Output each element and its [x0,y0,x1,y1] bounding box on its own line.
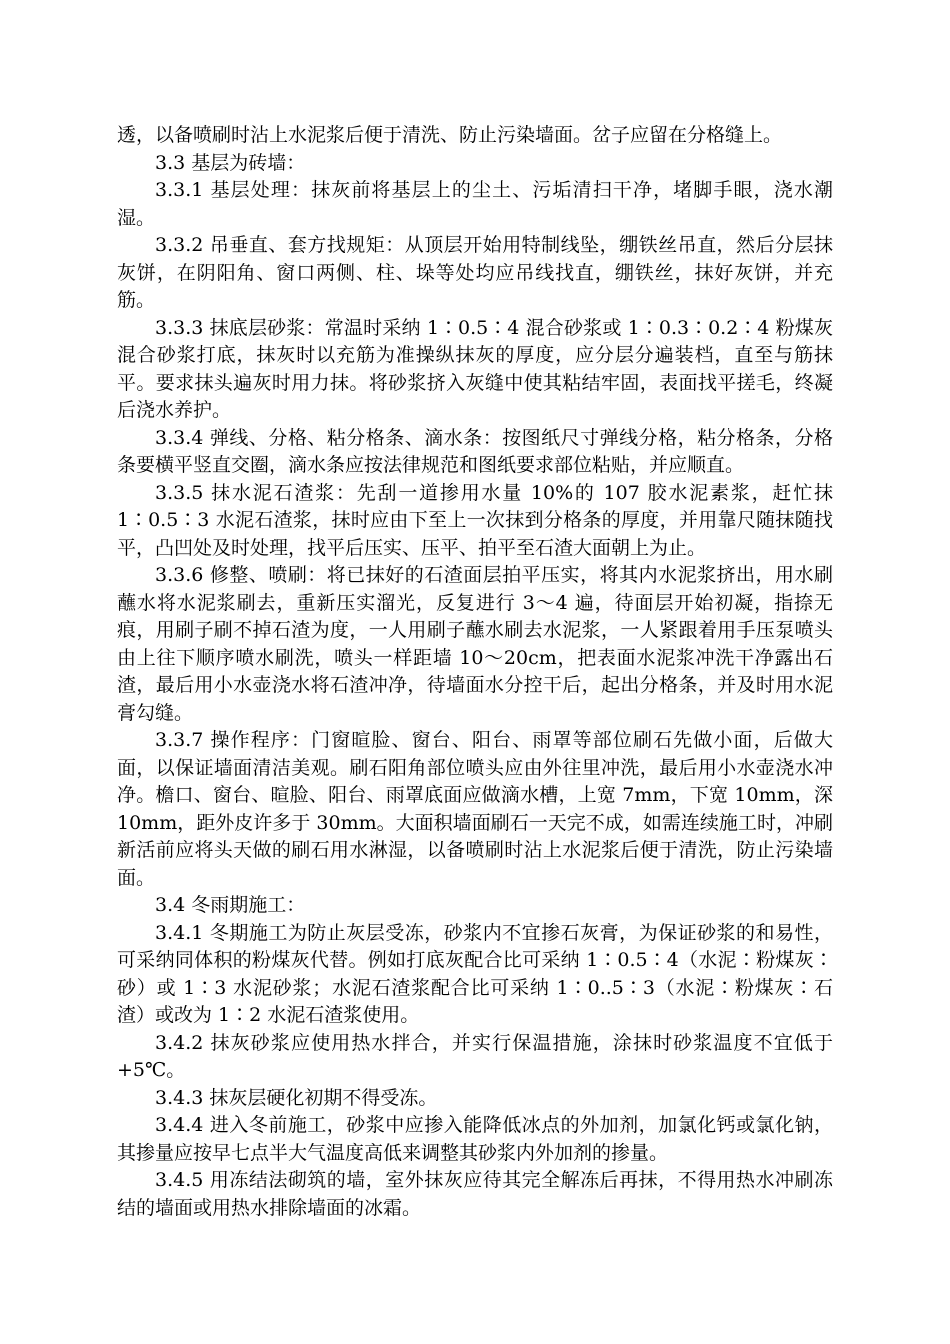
paragraph-3-3-5: 3.3.5 抹水泥石渣浆：先刮一道掺用水量 10%的 107 胶水泥素浆，赶忙抹 1∶0.5∶3 水泥石渣浆，抹时应由下至上一次抹到分格条的厚度，并用靠尺随抹随找平，凸凹处及时处理，找平后压实、压平、拍平至石渣大面朝上为止。 [117,481,833,559]
paragraph-3-3-7: 3.3.7 操作程序：门窗暄脸、窗台、阳台、雨罩等部位刷石先做小面，后做大面，以保证墙面清洁美观。刷石阳角部位喷头应由外往里冲洗，最后用小水壶浇水冲净。檐口、窗台、暄脸、阳台、雨罩底面应做滴水槽，上宽 7mm，下宽 10mm，深 10mm，距外皮许多于 30mm。大面积墙面刷石一天完不成，如需连续施工时，冲刷新活前应将头天做的刷石用水淋湿，以备喷刷时沾上水泥浆后便于清洗，防止污染墙面。 [117,729,833,889]
paragraph-3-3-1: 3.3.1 基层处理：抹灰前将基层上的尘土、污垢清扫干净，堵脚手眼，浇水潮湿。 [117,179,833,229]
paragraph-3-3-6: 3.3.6 修整、喷刷：将已抹好的石渣面层拍平压实，将其内水泥浆挤出，用水刷蘸水将水泥浆刷去，重新压实溜光，反复进行 3～4 遍，待面层开始初凝，指捺无痕，用刷子刷不掉石渣为度，一人用刷子蘸水刷去水泥浆，一人紧跟着用手压泵喷头由上往下顺序喷水刷洗，喷头一样距墙 10～20cm，把表面水泥浆冲洗干净露出石渣，最后用小水壶浇水将石渣冲净，待墙面水分控干后，起出分格条，并及时用水泥膏勾缝。 [117,564,833,724]
paragraph-3-4-4: 3.4.4 进入冬前施工，砂浆中应掺入能降低冰点的外加剂，加氯化钙或氯化钠，其掺量应按早七点半大气温度高低来调整其砂浆内外加剂的掺量。 [117,1114,833,1164]
paragraph-3-4-1: 3.4.1 冬期施工为防止灰层受冻，砂浆内不宜掺石灰膏，为保证砂浆的和易性，可采纳同体积的粉煤灰代替。例如打底灰配合比可采纳 1∶0.5∶4（水泥∶粉煤灰∶砂）或 1∶3 水泥砂浆；水泥石渣浆配合比可采纳 1∶0..5∶3（水泥∶粉煤灰∶石渣）或改为 1∶2 水泥石渣浆使用。 [117,921,833,1026]
paragraph-3-3-4: 3.3.4 弹线、分格、粘分格条、滴水条：按图纸尺寸弹线分格，粘分格条，分格条要横平竖直交圈，滴水条应按法律规范和图纸要求部位粘贴，并应顺直。 [117,426,833,476]
paragraph-3-4-5: 3.4.5 用冻结法砌筑的墙，室外抹灰应待其完全解冻后再抹，不得用热水冲刷冻结的墙面或用热水排除墙面的冰霜。 [117,1169,833,1219]
paragraph-3-4-2: 3.4.2 抹灰砂浆应使用热水拌合，并实行保温措施，涂抹时砂浆温度不宜低于+5℃。 [117,1031,833,1081]
paragraph-continuation: 透，以备喷刷时沾上水泥浆后便于清洗、防止污染墙面。岔子应留在分格缝上。 [117,124,783,146]
section-heading-3-3: 3.3 基层为砖墙： [155,151,306,174]
paragraph-3-3-3: 3.3.3 抹底层砂浆：常温时采纳 1∶0.5∶4 混合砂浆或 1∶0.3∶0.2∶4 粉煤灰混合砂浆打底，抹灰时以充筋为准操纵抹灰的厚度，应分层分遍装档，直至与筋抹平。要求抹头遍灰时用力抹。将砂浆挤入灰缝中使其粘结牢固，表面找平搓毛，终凝后浇水养护。 [117,316,833,421]
paragraph-3-4-3: 3.4.3 抹灰层硬化初期不得受冻。 [155,1086,438,1109]
paragraph-3-3-2: 3.3.2 吊垂直、套方找规矩：从顶层开始用特制线坠，绷铁丝吊直，然后分层抹灰饼，在阴阳角、窗口两侧、柱、垛等处均应吊线找直，绷铁丝，抹好灰饼，并充筋。 [117,234,833,311]
section-heading-3-4: 3.4 冬雨期施工： [155,894,306,916]
document-page [117,122,833,1222]
